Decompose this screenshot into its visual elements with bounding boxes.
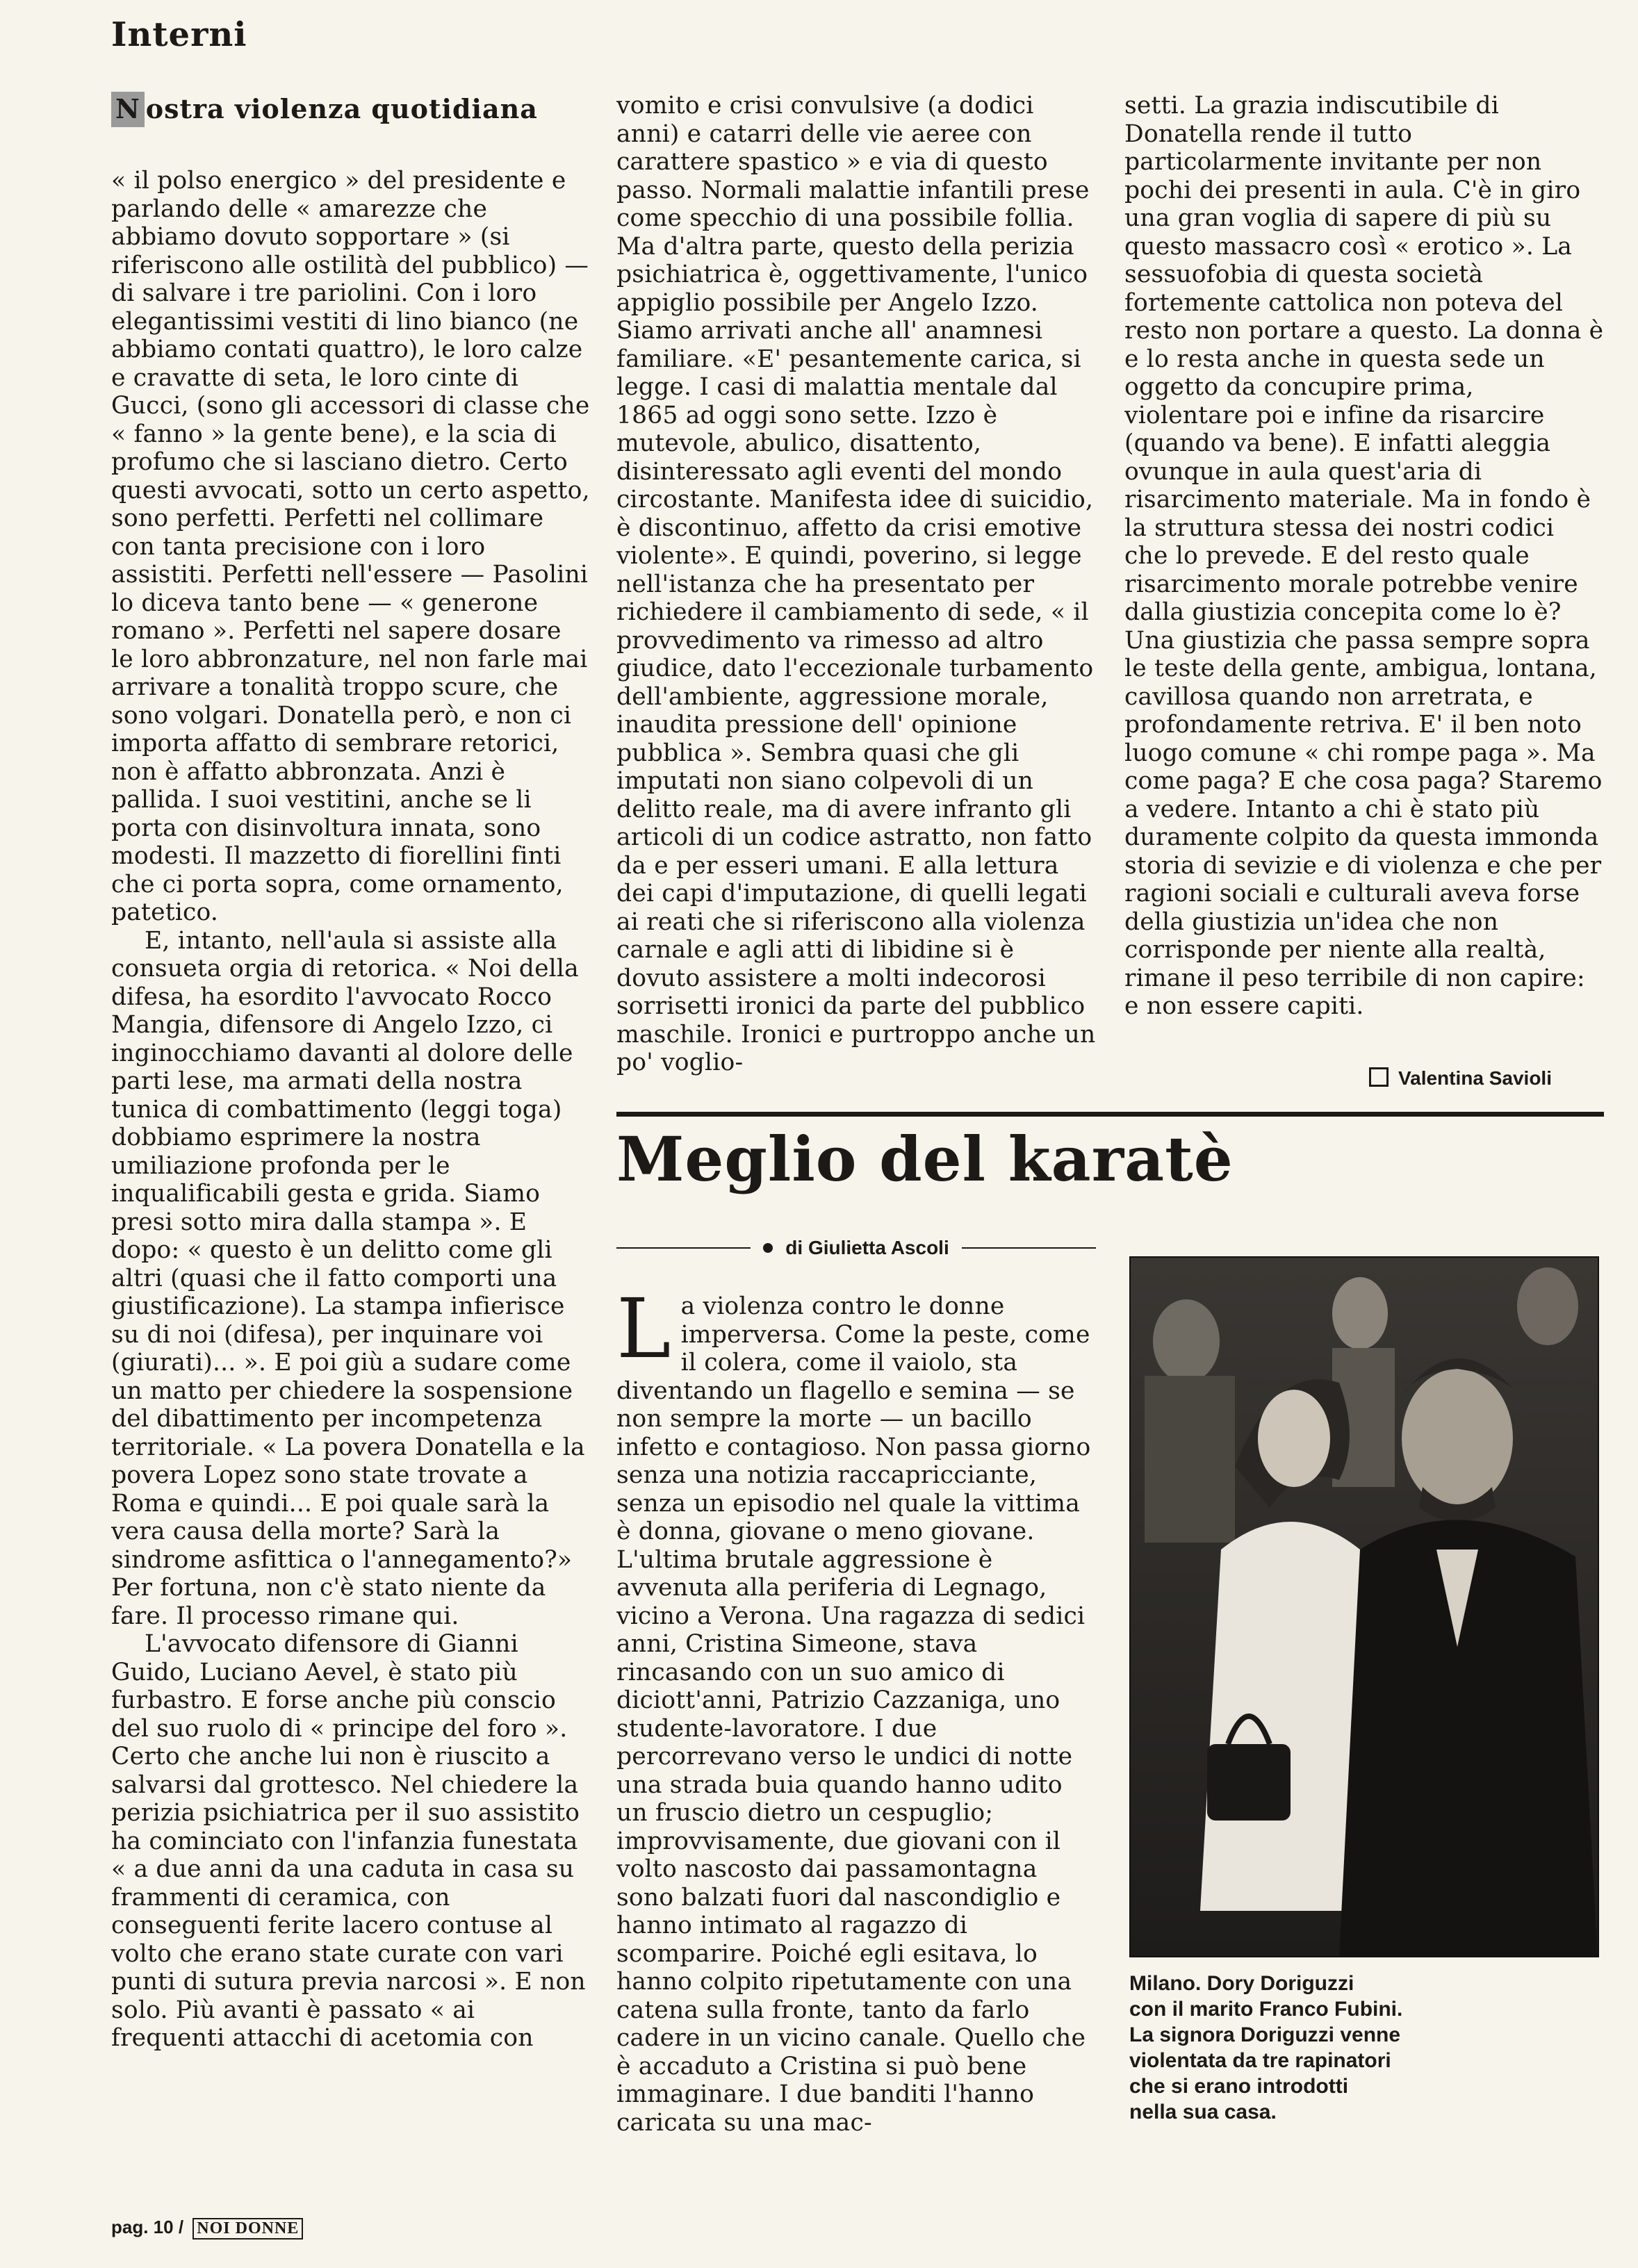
caption-line: violentata da tre rapinatori: [1129, 2049, 1391, 2072]
article-kicker: [111, 92, 538, 127]
caption-line: nella sua casa.: [1129, 2101, 1277, 2123]
bullet-icon: [763, 1243, 773, 1253]
photo-caption: [1129, 1971, 1596, 2125]
article1-paragraph: setti. La grazia indiscutibile di Donatella rende il tutto particolarmente invitante per non pochi dei presenti in aula. C'è in giro una gran voglia di sapere di più su questo massacro così « erotico ». La sessuofobia di questa società fortemente cattolica non poteva del resto non portare a questo. La donna è e lo resta anche in questa sede un oggetto da concupire prima, violentare poi e infine da risarcire (quando va bene). E infatti aleggia ovunque in aula quest'aria di risarcimento materiale. Ma in fondo è la struttura stessa dei nostri codici che lo prevede. E del resto quale risarcimento morale potrebbe venire dalla giustizia concepita come lo è? Una giustizia che passa sempre sopra le teste della gente, ambigua, lontana, cavillosa quando non arretrata, e profondamente retriva. E' il ben noto luogo comune « chi rompe paga ». Ma come paga? E che cosa paga? Staremo a vedere. Intanto a chi è stato più duramente colpito da questa immonda storia di sevizie e di violenza e che per ragioni sociali e culturali aveva forse della giustizia un'idea che non corrisponde per niente alla realtà, rimane il peso terribile di non capire: e non essere capiti.: [1124, 92, 1604, 1020]
article1-paragraph: L'avvocato difensore di Gianni Guido, Luciano Aevel, è stato più furbastro. E forse anche più conscio del suo ruolo di « principe del foro ». Certo che anche lui non è riuscito a salvarsi dal grottesco. Nel chiedere la perizia psichiatrica per il suo assistito ha cominciato con l'infanzia funestata « a due anni da una caduta in casa su frammenti di ceramica, con conseguenti ferite lacero contuse al volto che erano state curate con vari punti di sutura previa narcosi ». E non solo. Più avanti è passato « ai frequenti attacchi di acetomia con: [111, 1630, 586, 2052]
caption-line: con il marito Franco Fubini.: [1129, 1998, 1403, 2021]
byline-rule-left: [616, 1247, 751, 1249]
kicker-initial: N: [111, 92, 145, 127]
article1-paragraph: « il polso energico » del presidente e parlando delle « amarezze che abbiamo dovuto sopportare » (si riferiscono alle ostilità del pubblico) — di salvare i tre pariolini. Con i loro elegantissimi vestiti di lino bianco (ne abbiamo contati quattro), le loro calze e cravatte di seta, le loro cinte di Gucci, (sono gli accessori di classe che « fanno » la gente bene), e la scia di profumo che si lasciano dietro. Certo questi avvocati, sotto un certo aspetto, sono perfetti. Perfetti nel collimare con tanta precisione con i loro assistiti. Perfetti nell'essere — Pasolini lo diceva tanto bene — « generone romano ». Perfetti nel sapere dosare le loro abbronzature, nel non farle mai arrivare a tonalità troppo scure, che sono volgari. Donatella però, e non ci importa affatto di sembrare retorici, non è affatto abbronzata. Anzi è pallida. I suoi vestitini, anche se li porta con disinvoltura innata, sono modesti. Il mazzetto di fiorellini finti che ci porta sopra, come ornamento, patetico.: [111, 167, 590, 926]
byline-rule-right: [962, 1247, 1096, 1249]
section-divider: [616, 1112, 1604, 1117]
page-number: pag. 10 /: [111, 2217, 184, 2237]
article2-body: [616, 1292, 1096, 2137]
article2-paragraph: [616, 1292, 1096, 2137]
kicker-text: ostra violenza quotidiana: [145, 93, 538, 124]
article1-paragraph: vomito e crisi convulsive (a dodici anni) e catarri delle vie aeree con carattere spastico » e via di questo passo. Normali malattie infantili prese come specchio di una possibile follia. Ma d'altra parte, questo della perizia psichiatrica è, oggettivamente, l'unico appiglio possibile per Angelo Izzo. Siamo arrivati anche all' anamnesi familiare. «E' pesantemente carica, si legge. I casi di malattia mentale dal 1865 ad oggi sono sette. Izzo è mutevole, abulico, disattento, disinteressato agli eventi del mondo circostante. Manifesta idee di suicidio, è discontinuo, affetto da crisi emotive violente». E quindi, poverino, si legge nell'istanza che ha presentato per richiedere il cambiamento di sede, « il provvedimento va rimesso ad altro giudice, dato l'eccezionale turbamento dell'ambiente, aggressione morale, inaudita pressione dell' opinione pubblica ». Sembra quasi che gli imputati non siano colpevoli di un delitto reale, ma di avere infranto gli articoli di un codice astratto, non fatto da e per esseri umani. E alla lettura dei capi d'imputazione, di quelli legati ai reati che si riferiscono alla violenza carnale e agli atti di libidine si è dovuto assistere a molti indecorosi sorrisetti ironici da parte del pubblico maschile. Ironici e purtroppo anche un po' voglio-: [616, 92, 1096, 1076]
article1-column-1: [111, 167, 591, 2133]
article2-byline: [616, 1237, 1096, 1259]
photo-illustration: [1131, 1258, 1598, 1956]
section-label: Interni: [111, 15, 247, 54]
caption-line: che si erano introdotti: [1129, 2075, 1349, 2098]
drop-cap: L: [616, 1292, 671, 1377]
news-photo: [1129, 1256, 1599, 1957]
article1-column-3: [1124, 92, 1604, 1085]
article2-text: a violenza contro le donne imperversa. Come la peste, come il colera, come il vaiolo, sta diventando un flagello e semina — se non sempre la morte — un bacillo infetto e contagioso. Non passa giorno senza una notizia raccapricciante, senza un episodio nel quale la vittima è donna, giovane o meno giovane. L'ultima brutale aggressione è avvenuta alla periferia di Legnago, vicino a Verona. Una ragazza di sedici anni, Cristina Simeone, stava rincasando con un suo amico di diciott'anni, Patrizio Cazzaniga, uno studente-lavoratore. I due percorrevano verso le undici di notte una strada buia quando hanno udito un fruscio dietro un cespuglio; improvvisamente, due giovani con il volto nascosto dai passamontagna sono balzati fuori dal nascondiglio e hanno intimato al ragazzo di scomparire. Poiché egli esitava, lo hanno colpito ripetutamente con una catena sulla fronte, tanto da farlo cadere in un vicino canale. Quello che è accaduto a Cristina si può bene immaginare. I due banditi l'hanno caricata su una mac-: [616, 1292, 1091, 2137]
article2-author: di Giulietta Ascoli: [785, 1237, 949, 1258]
square-bullet-icon: [1369, 1067, 1389, 1087]
magazine-logo: NOI DONNE: [193, 2218, 303, 2240]
article1-author: Valentina Savioli: [1398, 1067, 1552, 1089]
article1-byline: [1369, 1067, 1552, 1090]
page-footer: [111, 2217, 303, 2240]
caption-line: Milano. Dory Doriguzzi: [1129, 1972, 1354, 1995]
article2-headline: Meglio del karatè: [616, 1123, 1234, 1195]
article1-paragraph: E, intanto, nell'aula si assiste alla consueta orgia di retorica. « Noi della difesa, ha esordito l'avvocato Rocco Mangia, difensore di Angelo Izzo, ci inginocchiamo davanti al dolore delle parti lese, ma armati della nostra tunica di combattimento (leggi toga) dobbiamo esprimere la nostra umiliazione profonda per le inqualificabili gesta e grida. Siamo presi sotto mira dalla stampa ». E dopo: « questo è un delitto come gli altri (quasi che il fatto comporti una giustificazione). La stampa infierisce su di noi (difesa), per inquinare voi (giurati)... ». E poi giù a sudare come un matto per chiedere la sospensione del dibattimento per incompetenza territoriale. « La povera Donatella e la povera Lopez sono state trovate a Roma e quindi... E poi quale sarà la vera causa della morte? Sarà la sindrome asfittica o l'annegamento?» Per fortuna, non c'è stato niente da fare. Il processo rimane qui.: [111, 926, 585, 1630]
article1-column-2: [616, 92, 1096, 1162]
caption-line: La signora Doriguzzi venne: [1129, 2023, 1401, 2046]
